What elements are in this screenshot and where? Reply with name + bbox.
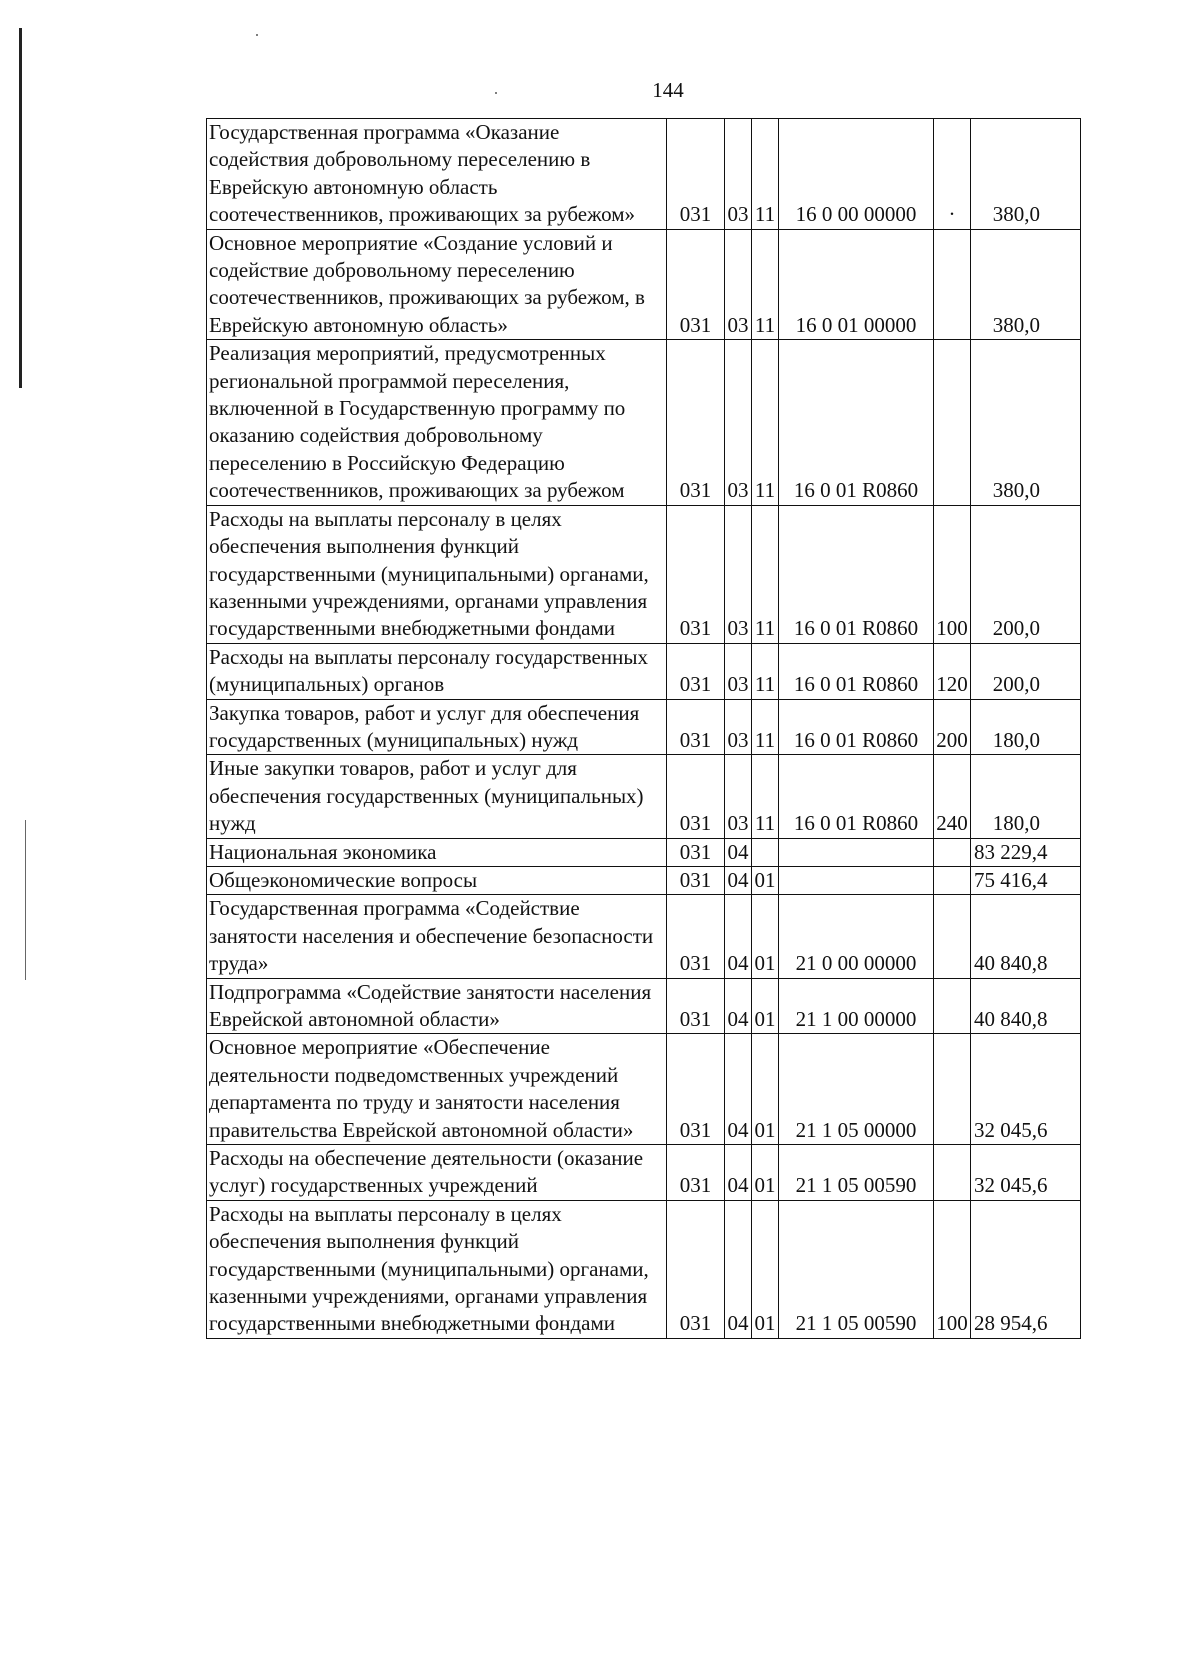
expense-type-code bbox=[934, 229, 971, 340]
expense-type-code: 240 bbox=[934, 755, 971, 838]
sum-value: 180,0 bbox=[971, 699, 1081, 755]
grbs-code: 031 bbox=[667, 699, 725, 755]
grbs-code: 031 bbox=[667, 978, 725, 1034]
grbs-code: 031 bbox=[667, 866, 725, 894]
table-row bbox=[207, 978, 1081, 1034]
subsection-code: 01 bbox=[752, 1145, 779, 1201]
section-code: 04 bbox=[725, 1145, 752, 1201]
left-margin-tick bbox=[25, 820, 26, 980]
sum-value: 83 229,4 bbox=[971, 838, 1081, 866]
budget-table bbox=[206, 118, 1081, 1339]
table-row bbox=[207, 505, 1081, 643]
section-code: 04 bbox=[725, 895, 752, 978]
sum-value: 75 416,4 bbox=[971, 866, 1081, 894]
sum-value: 200,0 bbox=[971, 643, 1081, 699]
grbs-code: 031 bbox=[667, 1034, 725, 1145]
subsection-code: 11 bbox=[752, 699, 779, 755]
target-article-code: 16 0 01 R0860 bbox=[779, 505, 934, 643]
target-article-code: 16 0 01 R0860 bbox=[779, 755, 934, 838]
subsection-code: 11 bbox=[752, 755, 779, 838]
row-name: Иные закупки товаров, работ и услуг для обеспечения государственных (муниципальных) нужд bbox=[207, 755, 667, 838]
target-article-code: 16 0 01 R0860 bbox=[779, 643, 934, 699]
section-code: 03 bbox=[725, 229, 752, 340]
section-code: 03 bbox=[725, 643, 752, 699]
row-name: Расходы на выплаты персоналу в целях обеспечения выполнения функций государственными (муниципальными) органами, казенными учреждениями, органами управления государственными внебюджетными фондами bbox=[207, 505, 667, 643]
row-name: Основное мероприятие «Обеспечение деятельности подведомственных учреждений департамента по труду и занятости населения правительства Еврейской автономной области» bbox=[207, 1034, 667, 1145]
expense-type-code bbox=[934, 978, 971, 1034]
target-article-code bbox=[779, 838, 934, 866]
expense-type-code: 100 bbox=[934, 1200, 971, 1338]
row-name: Реализация мероприятий, предусмотренных региональной программой переселения, включенной в Государственную программу по оказанию содействия добровольному переселению в Российскую Федерацию соотечественников, проживающих за рубежом bbox=[207, 340, 667, 505]
grbs-code: 031 bbox=[667, 838, 725, 866]
sum-value: 32 045,6 bbox=[971, 1034, 1081, 1145]
section-code: 03 bbox=[725, 340, 752, 505]
section-code: 04 bbox=[725, 1200, 752, 1338]
sum-value: 380,0 bbox=[971, 340, 1081, 505]
row-name: Расходы на выплаты персоналу государственных (муниципальных) органов bbox=[207, 643, 667, 699]
target-article-code: 21 1 00 00000 bbox=[779, 978, 934, 1034]
expense-type-code bbox=[934, 838, 971, 866]
sum-value: 380,0 bbox=[971, 119, 1081, 230]
expense-type-code bbox=[934, 1145, 971, 1201]
subsection-code: 11 bbox=[752, 229, 779, 340]
subsection-code: 01 bbox=[752, 866, 779, 894]
grbs-code: 031 bbox=[667, 340, 725, 505]
row-name: Подпрограмма «Содействие занятости населения Еврейской автономной области» bbox=[207, 978, 667, 1034]
table-row bbox=[207, 755, 1081, 838]
target-article-code bbox=[779, 866, 934, 894]
target-article-code: 16 0 01 R0860 bbox=[779, 699, 934, 755]
section-code: 04 bbox=[725, 1034, 752, 1145]
sum-value: 32 045,6 bbox=[971, 1145, 1081, 1201]
subsection-code: 01 bbox=[752, 895, 779, 978]
grbs-code: 031 bbox=[667, 1145, 725, 1201]
table-row bbox=[207, 1034, 1081, 1145]
section-code: 03 bbox=[725, 755, 752, 838]
subsection-code: 11 bbox=[752, 505, 779, 643]
expense-type-code bbox=[934, 1034, 971, 1145]
target-article-code: 21 1 05 00000 bbox=[779, 1034, 934, 1145]
section-code: 03 bbox=[725, 119, 752, 230]
subsection-code: 01 bbox=[752, 1034, 779, 1145]
grbs-code: 031 bbox=[667, 755, 725, 838]
subsection-code: 11 bbox=[752, 119, 779, 230]
grbs-code: 031 bbox=[667, 1200, 725, 1338]
subsection-code: 01 bbox=[752, 1200, 779, 1338]
grbs-code: 031 bbox=[667, 895, 725, 978]
section-code: 04 bbox=[725, 866, 752, 894]
section-code: 03 bbox=[725, 505, 752, 643]
expense-type-code bbox=[934, 866, 971, 894]
row-name: Государственная программа «Оказание содействия добровольному переселению в Еврейскую автономную область соотечественников, проживающих за рубежом» bbox=[207, 119, 667, 230]
target-article-code: 21 1 05 00590 bbox=[779, 1145, 934, 1201]
target-article-code: 16 0 01 R0860 bbox=[779, 340, 934, 505]
table-row bbox=[207, 838, 1081, 866]
table-row bbox=[207, 895, 1081, 978]
row-name: Государственная программа «Содействие занятости населения и обеспечение безопасности труда» bbox=[207, 895, 667, 978]
row-name: Общеэкономические вопросы bbox=[207, 866, 667, 894]
target-article-code: 21 0 00 00000 bbox=[779, 895, 934, 978]
grbs-code: 031 bbox=[667, 229, 725, 340]
table-row bbox=[207, 643, 1081, 699]
table-row bbox=[207, 1145, 1081, 1201]
expense-type-code: · bbox=[934, 119, 971, 230]
budget-table-body bbox=[207, 119, 1081, 1339]
sum-value: 180,0 bbox=[971, 755, 1081, 838]
subsection-code bbox=[752, 838, 779, 866]
sum-value: 28 954,6 bbox=[971, 1200, 1081, 1338]
expense-type-code bbox=[934, 895, 971, 978]
table-row bbox=[207, 119, 1081, 230]
table-row bbox=[207, 340, 1081, 505]
sum-value: 40 840,8 bbox=[971, 895, 1081, 978]
grbs-code: 031 bbox=[667, 505, 725, 643]
target-article-code: 16 0 00 00000 bbox=[779, 119, 934, 230]
page-number: 144 bbox=[652, 78, 684, 102]
row-name: Расходы на выплаты персоналу в целях обеспечения выполнения функций государственными (муниципальными) органами, казенными учреждениями, органами управления государственными внебюджетными фондами bbox=[207, 1200, 667, 1338]
table-row bbox=[207, 699, 1081, 755]
row-name: Расходы на обеспечение деятельности (оказание услуг) государственных учреждений bbox=[207, 1145, 667, 1201]
expense-type-code: 200 bbox=[934, 699, 971, 755]
sum-value: 40 840,8 bbox=[971, 978, 1081, 1034]
target-article-code: 21 1 05 00590 bbox=[779, 1200, 934, 1338]
row-name: Национальная экономика bbox=[207, 838, 667, 866]
section-code: 03 bbox=[725, 699, 752, 755]
table-row bbox=[207, 229, 1081, 340]
grbs-code: 031 bbox=[667, 643, 725, 699]
sum-value: 200,0 bbox=[971, 505, 1081, 643]
row-name: Основное мероприятие «Создание условий и содействие добровольному переселению соотечественников, проживающих за рубежом, в Еврейскую автономную область» bbox=[207, 229, 667, 340]
row-name: Закупка товаров, работ и услуг для обеспечения государственных (муниципальных) нужд bbox=[207, 699, 667, 755]
table-row bbox=[207, 1200, 1081, 1338]
subsection-code: 11 bbox=[752, 340, 779, 505]
expense-type-code: 120 bbox=[934, 643, 971, 699]
table-row bbox=[207, 866, 1081, 894]
grbs-code: 031 bbox=[667, 119, 725, 230]
expense-type-code: 100 bbox=[934, 505, 971, 643]
subsection-code: 11 bbox=[752, 643, 779, 699]
target-article-code: 16 0 01 00000 bbox=[779, 229, 934, 340]
section-code: 04 bbox=[725, 838, 752, 866]
scan-speck bbox=[256, 34, 258, 36]
subsection-code: 01 bbox=[752, 978, 779, 1034]
sum-value: 380,0 bbox=[971, 229, 1081, 340]
expense-type-code bbox=[934, 340, 971, 505]
section-code: 04 bbox=[725, 978, 752, 1034]
